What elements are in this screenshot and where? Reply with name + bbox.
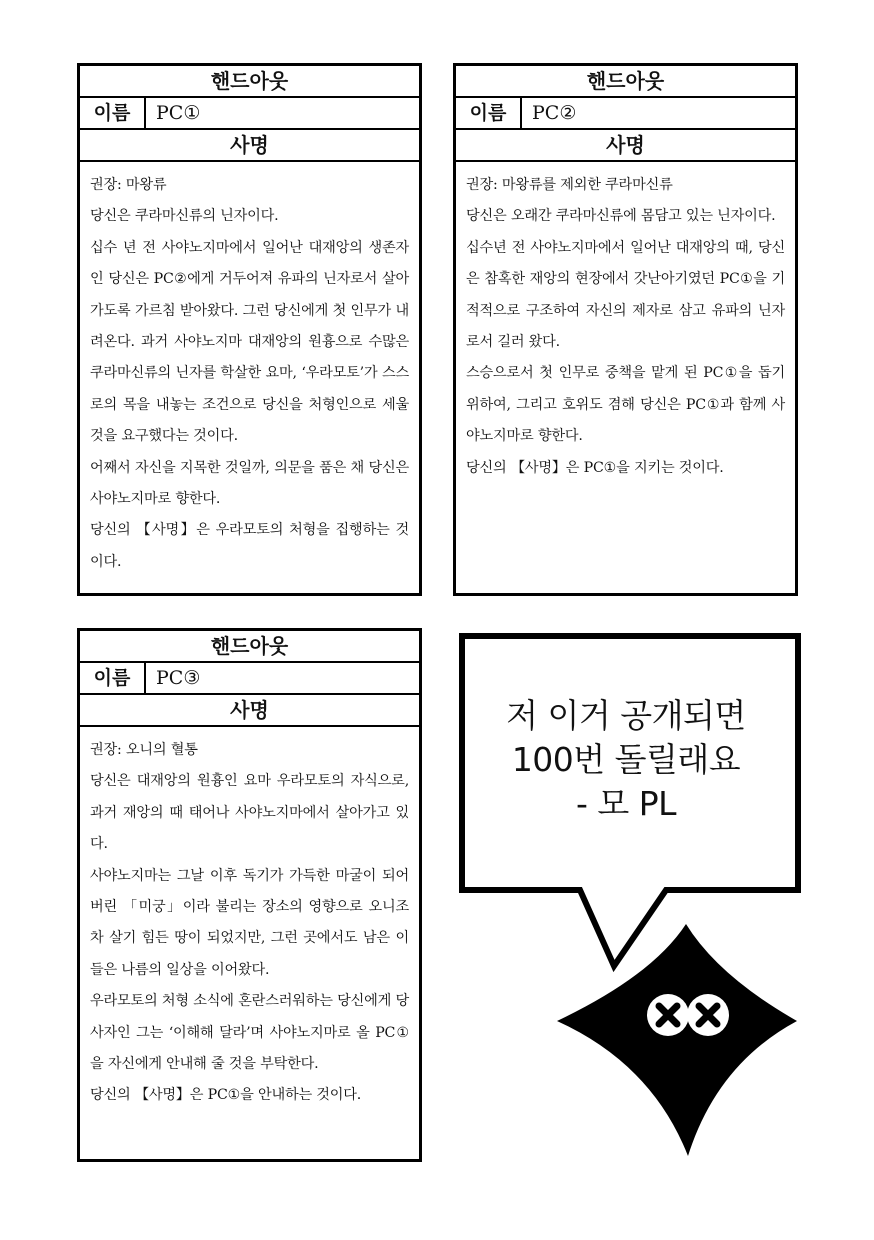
recommendation-text: 권장: 마왕류 — [90, 177, 167, 193]
card-title: 핸드아웃 — [456, 66, 795, 98]
name-label: 이름 — [80, 663, 146, 693]
body-paragraph: 당신은 쿠라마신류의 닌자이다. — [90, 208, 279, 225]
recommendation-text: 권장: 오니의 혈통 — [90, 742, 198, 758]
body-paragraph: 스승으로서 첫 인무로 중책을 맡게 된 PC①을 돕기 위하여, 그리고 호위도 겸해 당신은 PC①과 함께 사야노지마로 향한다. — [466, 365, 785, 445]
body-paragraph: 사야노지마는 그날 이후 독기가 가득한 마굴이 되어 버린 「미궁」이라 불리는 장소의 영향으로 오니조차 살기 힘든 땅이 되었지만, 그런 곳에서도 남은 이들은 나름의 일상을 이어왔다. — [90, 867, 409, 978]
mission-text: 당신의 【사명】은 PC①을 지키는 것이다. — [466, 459, 724, 476]
body-paragraph: 당신은 오래간 쿠라마신류에 몸담고 있는 닌자이다. — [466, 208, 776, 225]
name-label: 이름 — [80, 98, 146, 128]
shuriken-mascot-icon — [557, 924, 797, 1156]
mission-text: 당신의 【사명】은 우라모토의 처형을 집행하는 것이다. — [90, 522, 409, 570]
body-paragraph: 우라모토의 처형 소식에 혼란스러워하는 당신에게 당사자인 그는 ‘이해해 달라’며 사야노지마로 올 PC①을 자신에게 안내해 줄 것을 부탁한다. — [90, 993, 409, 1073]
card-title: 핸드아웃 — [80, 66, 419, 98]
mission-title: 사명 — [80, 130, 419, 162]
name-value: PC② — [532, 102, 577, 124]
speech-line: 100번 돌릴래요 — [511, 740, 741, 779]
speech-line: 저 이거 공개되면 — [506, 696, 746, 735]
mission-text: 당신의 【사명】은 PC①을 안내하는 것이다. — [90, 1087, 362, 1104]
mission-title: 사명 — [80, 695, 419, 727]
recommendation-text: 권장: 마왕류를 제외한 쿠라마신류 — [466, 177, 673, 193]
name-label: 이름 — [456, 98, 522, 128]
name-value: PC③ — [156, 667, 201, 689]
speech-line: - 모 PL — [575, 784, 677, 823]
speech-bubble-text — [470, 694, 782, 826]
body-paragraph: 십수 년 전 사야노지마에서 일어난 대재앙의 생존자인 당신은 PC②에게 거두어져 유파의 닌자로서 살아가도록 가르침 받아왔다. 그런 당신에게 첫 인무가 내려온다. 과거 사야노지마 대재앙의 원흉으로 수많은 쿠라마신류의 닌자를 학살한 요마, ‘우라모토’가 스스로의 목을 내놓는 조건으로 당신을 처형인으로 세울 것을 요구했다는 것이다. — [90, 239, 409, 445]
body-paragraph: 당신은 대재앙의 원흉인 요마 우라모토의 자식으로, 과거 재앙의 때 태어나 사야노지마에서 살아가고 있다. — [90, 773, 409, 853]
mission-title: 사명 — [456, 130, 795, 162]
name-value: PC① — [156, 102, 201, 124]
body-paragraph: 어째서 자신을 지목한 것일까, 의문을 품은 채 당신은 사야노지마로 향한다. — [90, 459, 409, 508]
body-paragraph: 십수년 전 사야노지마에서 일어난 대재앙의 때, 당신은 참혹한 재앙의 현장에서 갓난아기였던 PC①을 기적적으로 구조하여 자신의 제자로 삼고 유파의 닌자로서 길러 왔다. — [466, 239, 785, 351]
card-title: 핸드아웃 — [80, 631, 419, 663]
